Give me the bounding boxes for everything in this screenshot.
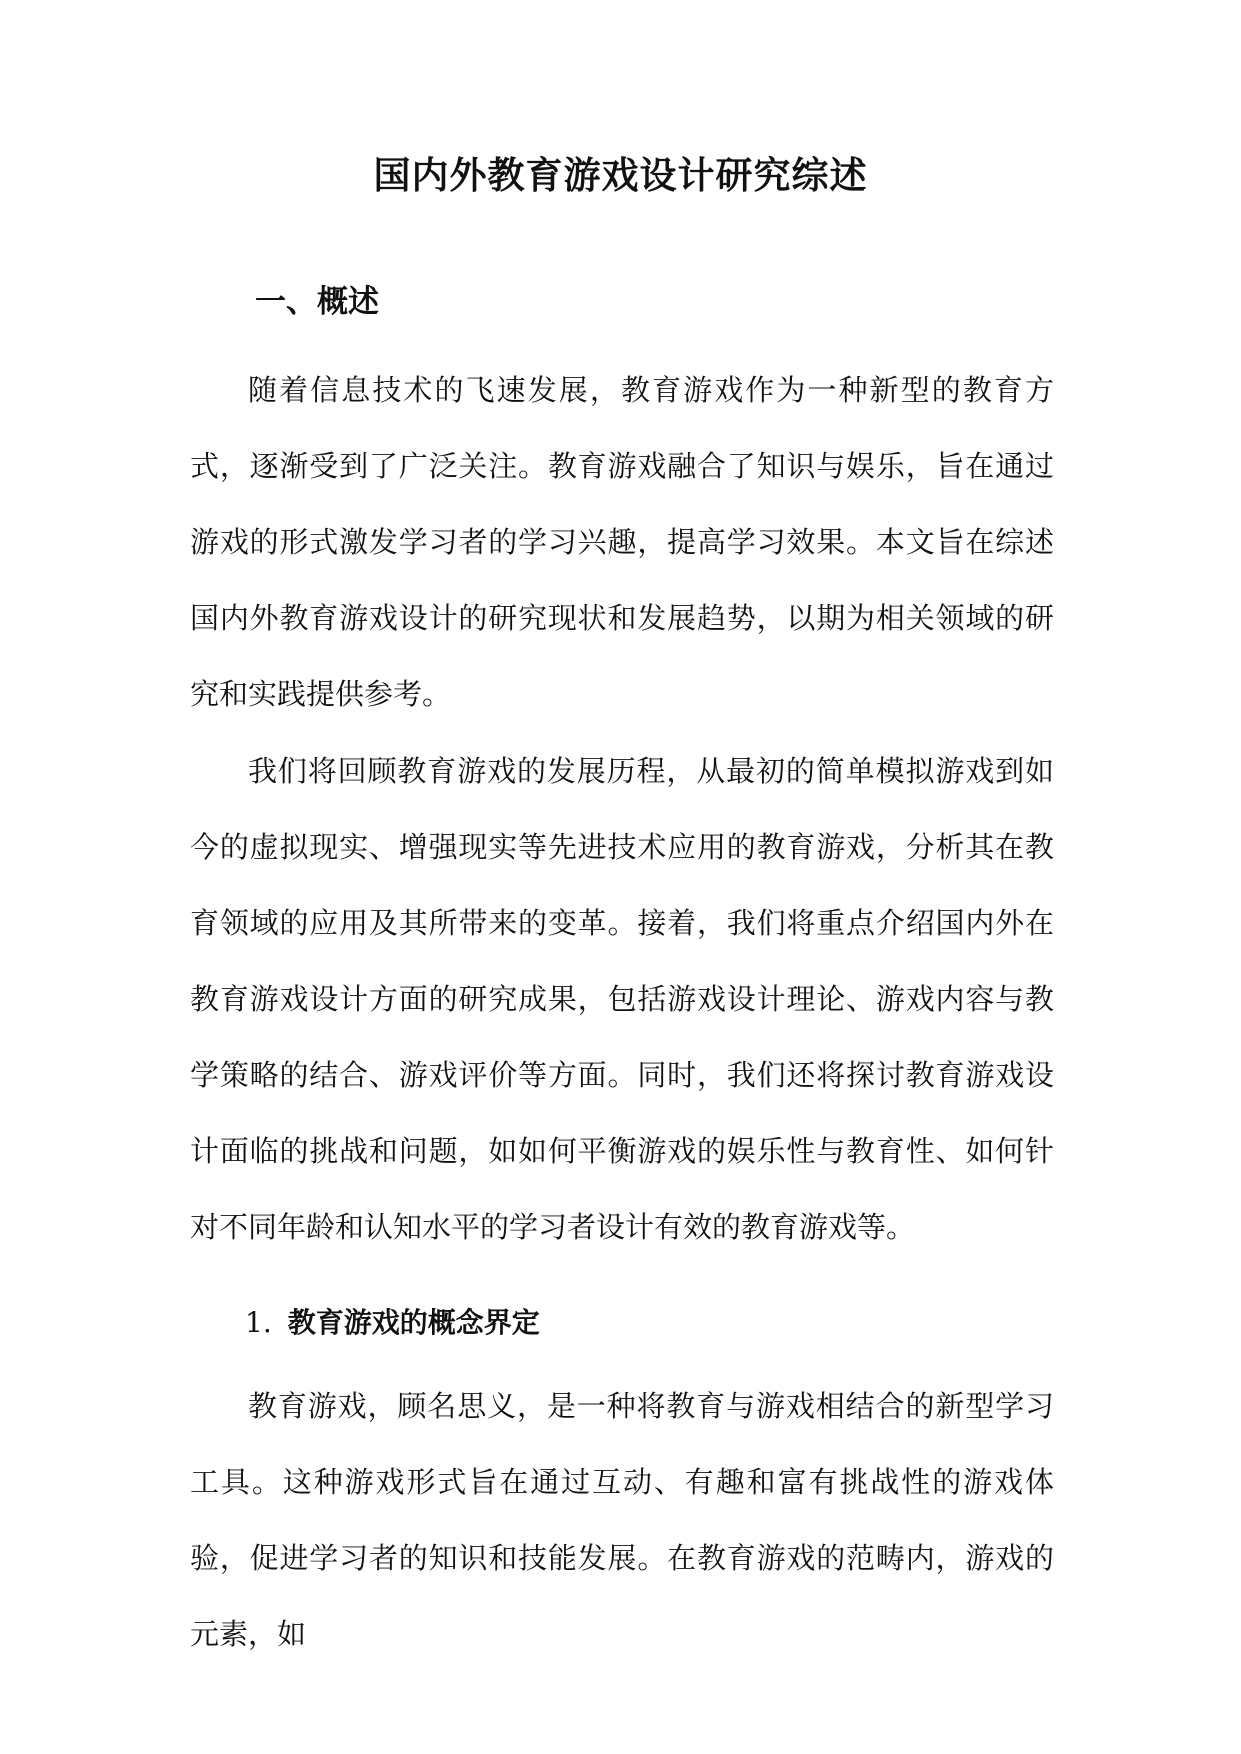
subsection-number: 1.	[245, 1306, 272, 1339]
document-title: 国内外教育游戏设计研究综述	[373, 153, 868, 197]
section-heading-overview: 一、概述	[255, 284, 379, 320]
overview-paragraph-2: 我们将回顾教育游戏的发展历程，从最初的简单模拟游戏到如今的虚拟现实、增强现实等先进技术应用的教育游戏，分析其在教育领域的应用及其所带来的变革。接着，我们将重点介绍国内外在教育游戏设计方面的研究成果，包括游戏设计理论、游戏内容与教学策略的结合、游戏评价等方面。同时，我们还将探讨教育游戏设计面临的挑战和问题，如如何平衡游戏的娱乐性与教育性、如何针对不同年龄和认知水平的学习者设计有效的教育游戏等。	[190, 754, 1054, 1244]
overview-paragraph-1: 随着信息技术的飞速发展，教育游戏作为一种新型的教育方式，逐渐受到了广泛关注。教育游戏融合了知识与娱乐，旨在通过游戏的形式激发学习者的学习兴趣，提高学习效果。本文旨在综述国内外教育游戏设计的研究现状和发展趋势，以期为相关领域的研究和实践提供参考。	[190, 373, 1054, 711]
concept-paragraph-1: 教育游戏，顾名思义，是一种将教育与游戏相结合的新型学习工具。这种游戏形式旨在通过互动、有趣和富有挑战性的游戏体验，促进学习者的知识和技能发展。在教育游戏的范畴内，游戏的元素，如	[190, 1389, 1054, 1651]
subsection-heading-concept	[245, 1303, 540, 1343]
subsection-title: 教育游戏的概念界定	[287, 1306, 540, 1339]
